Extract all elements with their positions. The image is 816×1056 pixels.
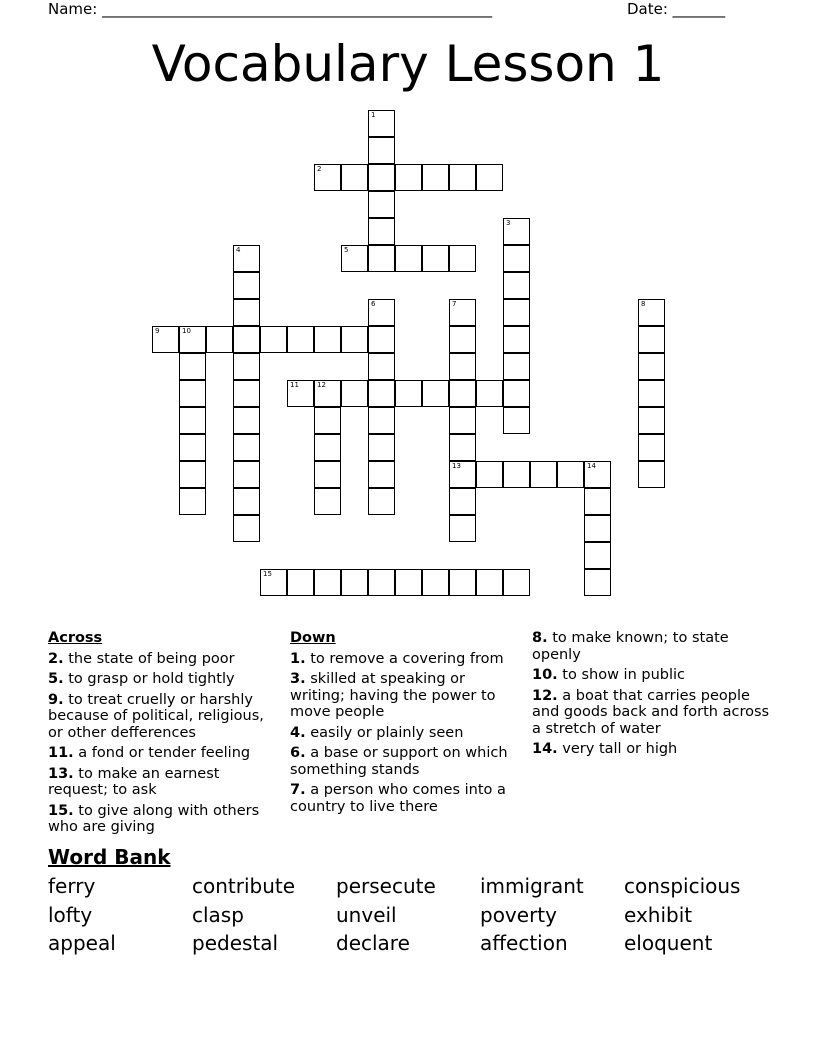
clue-down-3: 3. skilled at speaking or writing; having the power to move people [290,671,496,720]
grid-cell[interactable] [395,380,422,407]
clue-across-15: 15. to give along with others who are giving [48,802,260,835]
clue-number: 15 [263,570,272,578]
grid-cell[interactable] [368,164,395,191]
grid-cell[interactable] [341,569,368,596]
clue-number: 9 [155,327,160,335]
grid-cell[interactable] [503,461,530,488]
word-bank-item: pedestal [192,931,279,955]
page-title: Vocabulary Lesson 1 [151,35,665,93]
grid-cell[interactable] [233,326,260,353]
grid-cell[interactable] [341,245,368,272]
grid-cell[interactable] [179,407,206,434]
grid-cell[interactable] [314,569,341,596]
grid-cell[interactable] [179,434,206,461]
grid-cell[interactable] [503,218,530,245]
grid-cell[interactable] [422,380,449,407]
grid-cell[interactable] [233,488,260,515]
grid-cell[interactable] [638,407,665,434]
grid-cell[interactable] [638,299,665,326]
grid-cell[interactable] [233,272,260,299]
word-bank-item: contribute [192,874,296,898]
word-bank-item: eloquent [624,931,713,955]
grid-cell[interactable] [341,326,368,353]
grid-cell[interactable] [206,326,233,353]
grid-cell[interactable] [314,326,341,353]
grid-cell[interactable] [449,488,476,515]
clue-across-13: 13. to make an earnest request; to ask [48,765,220,798]
name-line: Name: ____________________________________________________ [48,0,493,18]
clue-down-7: 7. a person who comes into a country to live there [290,782,506,815]
grid-cell[interactable] [503,353,530,380]
grid-cell[interactable] [368,461,395,488]
grid-cell[interactable] [179,488,206,515]
down-heading: Down [290,630,336,646]
grid-cell[interactable] [152,326,179,353]
grid-cell[interactable] [314,164,341,191]
grid-cell[interactable] [179,353,206,380]
grid-cell[interactable] [233,353,260,380]
grid-cell[interactable] [476,461,503,488]
grid-cell[interactable] [179,461,206,488]
grid-cell[interactable] [449,245,476,272]
grid-cell[interactable] [368,434,395,461]
grid-cell[interactable] [368,569,395,596]
grid-cell[interactable] [368,137,395,164]
grid-cell[interactable] [233,299,260,326]
clue-number: 3 [506,219,511,227]
grid-cell[interactable] [638,353,665,380]
clue-number: 6 [371,300,376,308]
clue-number: 1 [371,111,376,119]
clue-down-6: 6. a base or support on which something stands [290,745,508,778]
across-heading: Across [48,630,103,646]
grid-cell[interactable] [233,407,260,434]
word-bank-item: declare [336,931,410,955]
grid-cell[interactable] [584,515,611,542]
grid-cell[interactable] [503,272,530,299]
grid-cell[interactable] [287,569,314,596]
across-column [48,630,280,840]
clue-down-1: 1. to remove a covering from [290,650,504,667]
grid-cell[interactable] [503,245,530,272]
grid-cell[interactable] [584,569,611,596]
grid-cell[interactable] [638,380,665,407]
grid-cell[interactable] [584,542,611,569]
grid-cell[interactable] [341,380,368,407]
clue-down-8: 8. to make known; to state openly [532,630,729,663]
grid-cell[interactable] [557,461,584,488]
clue-number: 5 [344,246,349,254]
down-column-1 [290,630,510,819]
word-bank-item: affection [480,931,568,955]
clue-number: 10 [182,327,191,335]
grid-cell[interactable] [422,569,449,596]
clue-down-4: 4. easily or plainly seen [290,724,464,741]
clue-number: 14 [587,462,596,470]
grid-cell[interactable] [449,569,476,596]
grid-cell[interactable] [449,380,476,407]
grid-cell[interactable] [503,299,530,326]
clue-down-14: 14. very tall or high [532,741,678,757]
clue-number: 2 [317,165,322,173]
grid-cell[interactable] [233,434,260,461]
grid-cell[interactable] [260,569,287,596]
grid-cell[interactable] [449,326,476,353]
grid-cell[interactable] [503,569,530,596]
clue-across-5: 5. to grasp or hold tightly [48,671,235,687]
clue-down-10: 10. to show in public [532,667,686,683]
grid-cell[interactable] [368,353,395,380]
clue-number: 8 [641,300,646,308]
grid-cell[interactable] [233,380,260,407]
word-bank-item: exhibit [624,903,693,927]
grid-cell[interactable] [233,245,260,272]
grid-cell[interactable] [476,380,503,407]
grid-cell[interactable] [530,461,557,488]
grid-cell[interactable] [368,488,395,515]
clue-across-11: 11. a fond or tender feeling [48,745,251,761]
grid-cell[interactable] [503,407,530,434]
grid-cell[interactable] [449,164,476,191]
clue-across-9: 9. to treat cruelly or harshly because of political, religious, or other defferences [48,691,264,741]
grid-cell[interactable] [233,461,260,488]
grid-cell[interactable] [368,110,395,137]
word-bank-item: appeal [48,931,116,955]
grid-cell[interactable] [449,353,476,380]
clue-down-12: 12. a boat that carries people and goods back and forth across a stretch of water [532,687,770,737]
word-bank-item: lofty [48,903,93,927]
grid-cell[interactable] [422,245,449,272]
grid-cell[interactable] [287,326,314,353]
grid-cell[interactable] [503,380,530,407]
grid-cell[interactable] [368,218,395,245]
grid-cell[interactable] [368,245,395,272]
grid-cell[interactable] [584,488,611,515]
grid-cell[interactable] [584,461,611,488]
grid-cell[interactable] [638,326,665,353]
down-column-2 [532,630,772,762]
clue-number: 13 [452,462,461,470]
grid-cell[interactable] [395,245,422,272]
word-bank-item: conspicious [624,874,741,898]
date-line: Date: _______ [627,0,726,18]
grid-cell[interactable] [287,380,314,407]
grid-cell[interactable] [179,326,206,353]
grid-cell[interactable] [449,407,476,434]
grid-cell[interactable] [638,461,665,488]
grid-cell[interactable] [314,434,341,461]
clue-number: 7 [452,300,457,308]
grid-cell[interactable] [368,380,395,407]
word-bank-title: Word Bank [48,845,171,869]
grid-cell[interactable] [368,191,395,218]
grid-cell[interactable] [368,299,395,326]
grid-cell[interactable] [395,569,422,596]
clue-number: 4 [236,246,241,254]
grid-cell[interactable] [314,488,341,515]
grid-cell[interactable] [449,299,476,326]
clue-number: 12 [317,381,326,389]
grid-cell[interactable] [422,164,449,191]
grid-cell[interactable] [233,515,260,542]
grid-cell[interactable] [341,164,368,191]
grid-cell[interactable] [395,164,422,191]
grid-cell[interactable] [449,461,476,488]
grid-cell[interactable] [260,326,287,353]
word-bank-item: immigrant [480,874,584,898]
grid-cell[interactable] [503,326,530,353]
grid-cell[interactable] [638,434,665,461]
grid-cell[interactable] [314,407,341,434]
grid-cell[interactable] [179,380,206,407]
grid-cell[interactable] [449,434,476,461]
word-bank-item: unveil [336,903,397,927]
grid-cell[interactable] [476,164,503,191]
clue-across-2: 2. the state of being poor [48,650,235,667]
word-bank-item: poverty [480,903,557,927]
word-bank-item: persecute [336,874,436,898]
word-bank-item: ferry [48,874,96,898]
clue-number: 11 [290,381,299,389]
word-bank-item: clasp [192,903,244,927]
grid-cell[interactable] [449,515,476,542]
grid-cell[interactable] [476,569,503,596]
grid-cell[interactable] [314,461,341,488]
grid-cell[interactable] [314,380,341,407]
grid-cell[interactable] [368,407,395,434]
grid-cell[interactable] [368,326,395,353]
